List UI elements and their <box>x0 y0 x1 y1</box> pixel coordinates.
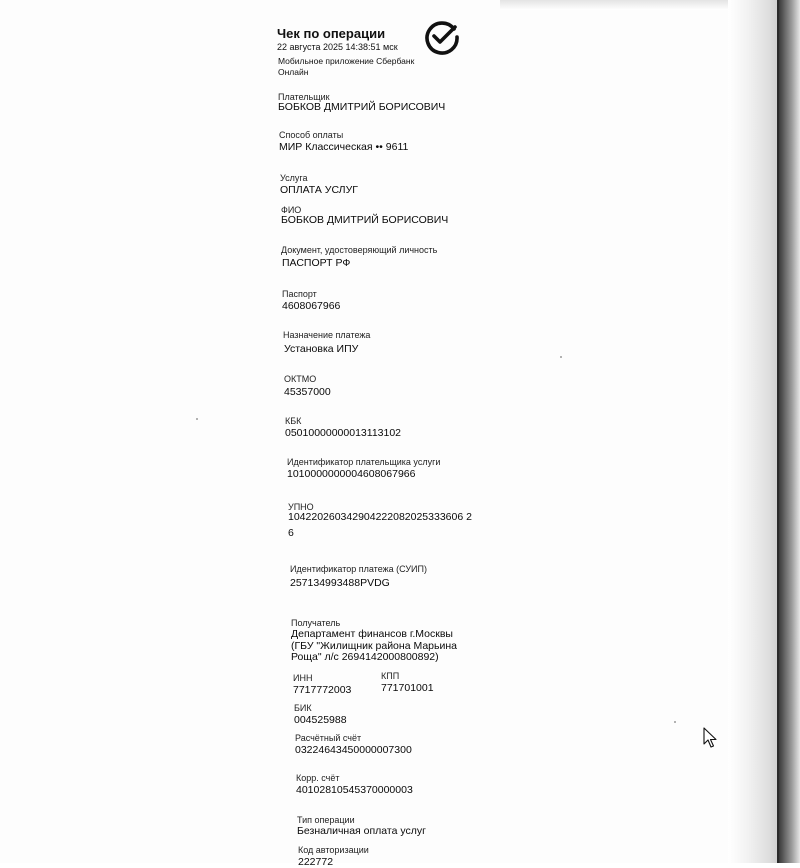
method-label: Способ оплаты <box>279 130 344 140</box>
receipt-title: Чек по операции <box>277 26 386 41</box>
payer-label: Плательщик <box>278 92 330 102</box>
sber-check-logo-icon <box>424 19 460 55</box>
optype-label: Тип операции <box>297 815 355 825</box>
corr-value: 40102810545370000003 <box>296 784 413 796</box>
payer-id-value: 1010000000004608067966 <box>287 468 416 480</box>
upno-label: УПНО <box>288 502 314 512</box>
passport-value: 4608067966 <box>282 300 341 312</box>
recipient-label: Получатель <box>291 618 341 628</box>
account-value: 03224643450000007300 <box>295 744 412 756</box>
recipient-line3: Роща" л/с 2694142000800892) <box>291 651 439 663</box>
account-label: Расчётный счёт <box>295 733 362 743</box>
oktmo-value: 45357000 <box>284 386 331 398</box>
scan-shadow <box>779 0 800 863</box>
service-label: Услуга <box>280 173 308 183</box>
kbk-label: КБК <box>285 416 302 426</box>
method-value: МИР Классическая •• 9611 <box>279 141 409 153</box>
scan-speck <box>674 721 676 723</box>
payer-id-label: Идентификатор плательщика услуги <box>287 457 441 467</box>
scan-speck <box>196 418 198 420</box>
fio-value: БОБКОВ ДМИТРИЙ БОРИСОВИЧ <box>281 214 449 226</box>
fio-label: ФИО <box>281 205 302 215</box>
recipient-line2: (ГБУ "Жилищник района Марьина <box>291 640 457 652</box>
bik-label: БИК <box>294 703 312 713</box>
upno-value-line2: 6 <box>288 527 294 539</box>
mouse-pointer-icon <box>703 727 717 749</box>
upno-value-line1: 104220260342904222082025333606 2 <box>288 511 472 523</box>
kpp-label: КПП <box>381 671 400 681</box>
optype-value: Безналичная оплата услуг <box>297 825 426 837</box>
corr-label: Корр. счёт <box>296 773 340 783</box>
scan-speck <box>560 356 562 358</box>
doc-label: Документ, удостоверяющий личность <box>281 245 438 255</box>
suip-label: Идентификатор платежа (СУИП) <box>290 564 427 574</box>
bik-value: 004525988 <box>294 714 347 726</box>
kpp-value: 771701001 <box>381 682 434 694</box>
service-value: ОПЛАТА УСЛУГ <box>280 184 358 196</box>
inn-value: 7717772003 <box>293 684 352 696</box>
recipient-line1: Департамент финансов г.Москвы <box>291 628 453 640</box>
suip-value: 257134993488PVDG <box>290 577 390 589</box>
payer-value: БОБКОВ ДМИТРИЙ БОРИСОВИЧ <box>278 101 446 113</box>
purpose-label: Назначение платежа <box>283 330 371 340</box>
oktmo-label: ОКТМО <box>284 374 317 384</box>
inn-label: ИНН <box>293 673 313 683</box>
receipt-datetime: 22 августа 2025 14:38:51 мск <box>277 42 398 52</box>
doc-value: ПАСПОРТ РФ <box>282 257 351 269</box>
purpose-value: Установка ИПУ <box>284 343 359 355</box>
auth-value: 222772 <box>298 856 334 868</box>
receipt-app: Мобильное приложение Сбербанк Онлайн <box>278 56 415 77</box>
auth-label: Код авторизации <box>298 845 369 855</box>
passport-label: Паспорт <box>282 289 317 299</box>
kbk-value: 05010000000013113102 <box>285 427 402 439</box>
